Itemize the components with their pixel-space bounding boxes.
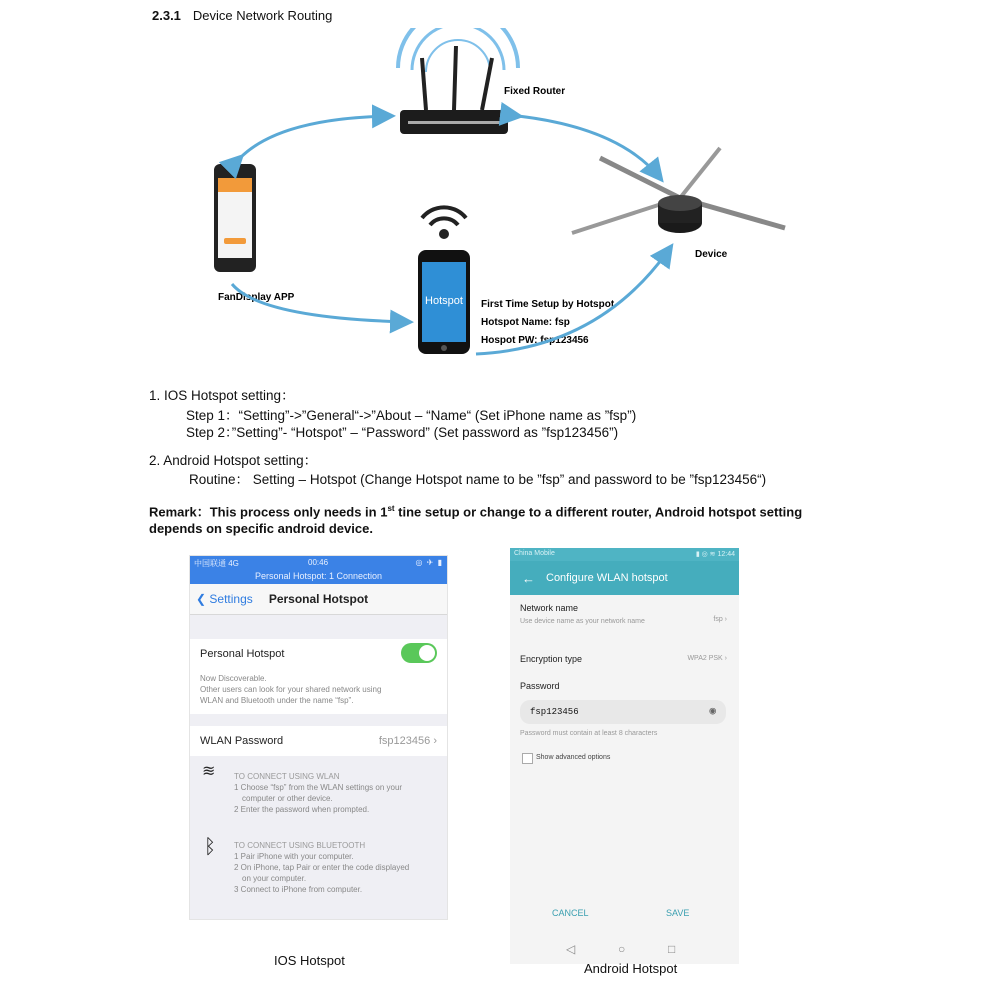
app-label: FanDisplay APP [218,292,295,303]
ios-status-bar: 中国联通 4G 00:46 ◎ ✈ ▮ Personal Hotspot: 1 Connection [190,556,447,584]
ios-nav-bar [190,584,447,615]
device-label: Device [695,249,728,260]
advanced-options-label: Show advanced options [536,754,611,761]
android-section-title: 2. Android Hotspot setting： [149,453,318,468]
discoverable-note: Now Discoverable. Other users can look for your shared network using WLAN and Bluetooth under the name “fsp”. [190,669,447,714]
section-heading [152,8,332,23]
app-phone-icon [214,164,256,272]
eye-icon[interactable]: ◉ [709,706,716,718]
arrow-router-device [518,116,660,178]
network-name-hint: Use device name as your network name [520,618,645,625]
nav-home-icon[interactable]: ○ [618,942,626,956]
ios-step-2: Step 2：”Setting”- “Hotspot” – “Password” (Set password as ”fsp123456”) [186,425,619,440]
advanced-options-checkbox[interactable] [522,753,533,764]
bluetooth-help: TO CONNECT USING BLUETOOTH 1 Pair iPhone with your computer. 2 On iPhone, tap Pair or enter the code displayed on your computer. 3 Connect to iPhone from computer. [234,841,410,894]
hotspot-banner[interactable]: Personal Hotspot: 1 Connection [254,571,383,581]
chevron-left-icon: ❮ [196,592,210,606]
hologram-fan-device-icon [572,148,785,233]
remark-paragraph: Remark：This process only needs in 1st tine setup or change to a different router, Android hotspot setting depends on specific android device. [149,504,803,537]
password-label: Password [520,681,560,691]
arrow-app-router [240,116,390,158]
wifi-icon: ≋ [202,763,216,780]
ios-section-title: 1. IOS Hotspot setting： [149,388,295,403]
back-button[interactable]: ❮ Settings [196,592,253,606]
nav-back-icon[interactable]: ◁ [566,942,576,956]
cancel-button[interactable]: CANCEL [552,908,589,918]
ios-caption: IOS Hotspot [274,953,345,968]
hotspot-screen-text: Hotspot [425,295,463,307]
router-icon [400,46,508,134]
arrow-app-hotspot [232,284,408,322]
bluetooth-icon: ᛒ [204,836,216,858]
router-signal-icon [398,28,518,72]
android-caption: Android Hotspot [584,961,678,976]
android-title-bar [510,561,739,595]
page-title: Personal Hotspot [268,592,369,606]
ios-step-1: Step 1：“Setting”->”General“->”About – “Name“ (Set iPhone name as ”fsp”) [186,408,637,423]
password-hint: Password must contain at least 8 characters [520,730,658,737]
back-arrow-icon[interactable]: ← [522,571,535,586]
setup-line-1: First Time Setup by Hotspot [481,299,615,310]
wlan-password-row[interactable]: WLAN Password fsp123456 › [190,726,447,756]
status-icons: ▮ ◎ ≋ 12:44 [695,551,735,558]
personal-hotspot-toggle[interactable] [401,643,437,663]
page-title: Configure WLAN hotspot [546,572,668,584]
section-title: Device Network Routing [192,8,333,23]
remark-label: Remark： [149,504,210,520]
nav-recents-icon[interactable]: □ [668,942,676,956]
android-status-bar: China Mobile ▮ ◎ ≋ 12:44 [510,548,739,561]
network-name-value[interactable]: fsp › [713,616,727,623]
encryption-value[interactable]: WPA2 PSK › [687,655,727,662]
encryption-label: Encryption type [520,654,583,664]
android-nav-bar [510,942,739,958]
setup-line-2: Hotspot Name: fsp [481,317,570,328]
android-routine: Routine： Setting – Hotspot (Change Hotspot name to be ”fsp” and password to be ”fsp123456“) [189,472,767,487]
password-input[interactable]: fsp123456 ◉ [520,700,726,724]
ios-hotspot-screenshot [189,555,448,920]
section-number: 2.3.1 [152,8,181,23]
setup-line-3: Hospot PW: fsp123456 [481,335,589,346]
android-hotspot-screenshot [510,548,739,964]
network-name-label: Network name [520,603,579,613]
status-icons: ◎ ✈ ▮ [415,558,443,567]
save-button[interactable]: SAVE [666,908,690,918]
hotspot-wifi-icon [422,207,466,237]
chevron-right-icon: › [430,735,437,747]
router-label: Fixed Router [504,86,566,97]
personal-hotspot-row: Personal Hotspot [190,639,447,669]
wlan-help: TO CONNECT USING WLAN 1 Choose “fsp” from the WLAN settings on your computer or other device. 2 Enter the password when prompted. [234,772,403,814]
network-routing-diagram [200,28,820,368]
wlan-password-value: fsp123456 [378,735,431,747]
